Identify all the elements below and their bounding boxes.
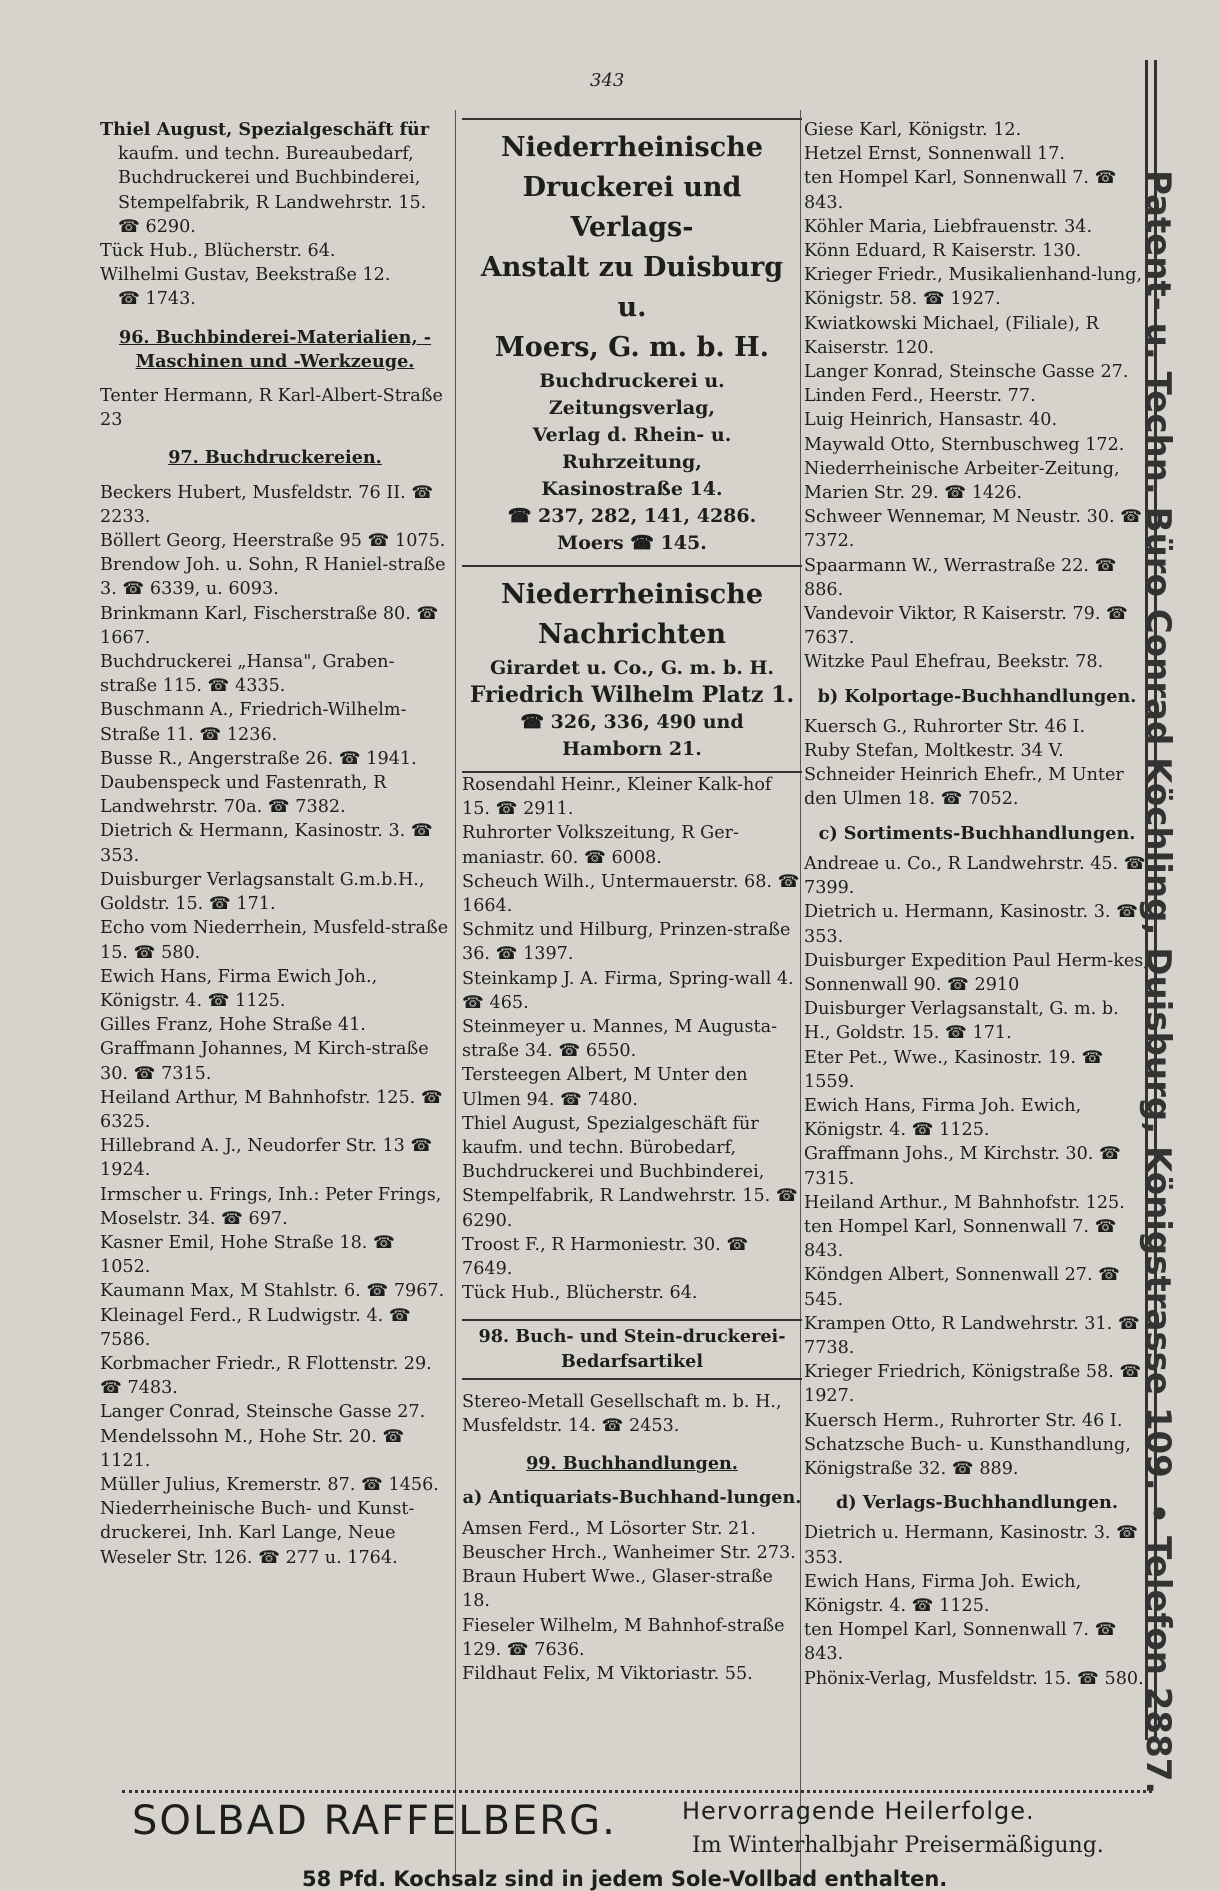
list-item: Buschmann A., Friedrich-Wilhelm-Straße 11. ☎ 1236. (100, 700, 407, 745)
list-item: Eter Pet., Wwe., Kasinostr. 19. ☎ 1559. (804, 1047, 1104, 1092)
list-item: Steinkamp J. A. Firma, Spring-wall 4. ☎ 465. (462, 968, 794, 1013)
list-item: Langer Konrad, Steinsche Gasse 27. (804, 362, 1129, 383)
list-item: Brendow Joh. u. Sohn, R Haniel-straße 3. ☎ 6339, u. 6093. (100, 555, 446, 600)
list-item: Schweer Wennemar, M Neustr. 30. ☎ 7372. (804, 507, 1143, 552)
list-item: Vandevoir Viktor, R Kaiserstr. 79. ☎ 7637. (804, 604, 1128, 649)
list-item: Ewich Hans, Firma Joh. Ewich, Königstr. 4. ☎ 1125. (804, 1095, 1082, 1141)
list-item: Hetzel Ernst, Sonnenwall 17. (804, 144, 1066, 165)
side-advert-text: Patent- u. Techn. Büro Conrad Köchling, Duisburg, Königstrasse 109. • Telefon 2887. (1138, 170, 1178, 1795)
list-item: Tück Hub., Blücherstr. 64. (462, 1283, 698, 1304)
list-item: Fildhaut Felix, M Viktoriastr. 55. (462, 1663, 753, 1684)
list-right-top (804, 118, 1150, 675)
advert-line-1: Hervorragende Heilerfolge. (682, 1797, 1035, 1825)
list-item: Kuersch Herm., Ruhrorter Str. 46 I. (804, 1410, 1123, 1431)
list-item: Maywald Otto, Sternbuschweg 172. (804, 434, 1125, 455)
list-item: Heiland Arthur., M Bahnhofstr. 125. (804, 1192, 1125, 1213)
list-item: Duisburger Expedition Paul Herm-kes, Sonnenwall 90. ☎ 2910 (804, 950, 1149, 995)
list-item: Tenter Hermann, R Karl-Albert-Straße 23 (100, 386, 443, 431)
list-item: Langer Conrad, Steinsche Gasse 27. (100, 1402, 426, 1423)
column-right (804, 118, 1150, 1691)
list-item: Dietrich & Hermann, Kasinostr. 3. ☎ 353. (100, 821, 433, 866)
list-item: Braun Hubert Wwe., Glaser-straße 18. (462, 1567, 773, 1612)
list-item: Ewich Hans, Firma Joh. Ewich, Königstr. 4. ☎ 1125. (804, 1571, 1082, 1616)
advert-box-druckerei: Niederrheinische Druckerei und Verlags- Anstalt zu Duisburg u. Moers, G. m. b. H. Buchdruckerei u. Zeitungsverlag, Verlag d. Rhein- u. Ruhrzeitung, Kasinostraße 14. ☎ 237, 282, 141, 4286. Moers ☎ 145. (462, 118, 802, 567)
list-item: Könn Eduard, R Kaiserstr. 130. (804, 241, 1082, 262)
list-item: Kleinagel Ferd., R Ludwigstr. 4. ☎ 7586. (100, 1305, 411, 1350)
list-item: Andreae u. Co., R Landwehrstr. 45. ☎ 7399. (804, 853, 1146, 899)
list-item: Brinkmann Karl, Fischerstraße 80. ☎ 1667. (100, 603, 439, 648)
list-item: Ruby Stefan, Moltkestr. 34 V. (804, 741, 1064, 762)
list-item: Stereo-Metall Gesellschaft m. b. H., Musfeldstr. 14. ☎ 2453. (462, 1391, 782, 1437)
list-item: Schneider Heinrich Ehefr., M Unter den Ulmen 18. ☎ 7052. (804, 765, 1124, 810)
list-item: Graffmann Johs., M Kirchstr. 30. ☎ 7315. (804, 1144, 1121, 1189)
list-item: Mendelssohn M., Hohe Str. 20. ☎ 1121. (100, 1426, 405, 1471)
subsection-heading-a: a) Antiquariats-Buchhand-lungen. (462, 1487, 802, 1509)
list-d (804, 1521, 1150, 1690)
list-item: Schatzsche Buch- u. Kunsthandlung, Königstraße 32. ☎ 889. (804, 1434, 1131, 1479)
list-b (804, 715, 1150, 812)
list-item: Dietrich u. Hermann, Kasinostr. 3. ☎ 353. (804, 1523, 1138, 1568)
list-item: ten Hompel Karl, Sonnenwall 7. ☎ 843. (804, 1216, 1117, 1262)
advert-bottom-line: 58 Pfd. Kochsalz sind in jedem Sole-Vollbad enthalten. (302, 1867, 948, 1891)
list-item: Wilhelmi Gustav, Beekstraße 12. ☎ 1743. (100, 265, 391, 310)
list-item: Köndgen Albert, Sonnenwall 27. ☎ 545. (804, 1265, 1121, 1310)
list-item: Tück Hub., Blücherstr. 64. (100, 241, 336, 262)
advert-line-2: Im Winterhalbjahr Preisermäßigung. (692, 1833, 1104, 1858)
list-item: Ewich Hans, Firma Ewich Joh., Königstr. 4. ☎ 1125. (100, 966, 378, 1011)
list-item: Steinmeyer u. Mannes, M Augusta-straße 34. ☎ 6550. (462, 1017, 778, 1062)
list-item: Daubenspeck und Fastenrath, R Landwehrstr. 70a. ☎ 7382. (100, 773, 387, 818)
list-item: Niederrheinische Arbeiter-Zeitung, Marien Str. 29. ☎ 1426. (804, 458, 1120, 504)
section-heading-97: 97. Buchdruckereien. (168, 447, 382, 469)
advert-box-nachrichten: Niederrheinische Nachrichten Girardet u. Co., G. m. b. H. Friedrich Wilhelm Platz 1. ☎ 326, 336, 490 und Hamborn 21. (462, 567, 802, 773)
list-item: ten Hompel Karl, Sonnenwall 7. ☎ 843. (804, 168, 1117, 213)
list-item: Amsen Ferd., M Lösorter Str. 21. (462, 1518, 757, 1539)
subsection-heading-d: d) Verlags-Buchhandlungen. (836, 1492, 1118, 1514)
list-item: Duisburger Verlagsanstalt, G. m. b. H., Goldstr. 15. ☎ 171. (804, 999, 1119, 1044)
list-item: Ruhrorter Volkszeitung, R Ger-maniastr. 60. ☎ 6008. (462, 823, 739, 868)
list-item: Krieger Friedrich, Königstraße 58. ☎ 1927. (804, 1362, 1142, 1407)
list-item: Krieger Friedr., Musikalienhand-lung, Königstr. 58. ☎ 1927. (804, 265, 1143, 310)
list-item: Heiland Arthur, M Bahnhofstr. 125. ☎ 6325. (100, 1087, 443, 1132)
list-item: Tersteegen Albert, M Unter den Ulmen 94. ☎ 7480. (462, 1065, 748, 1110)
list-item: Köhler Maria, Liebfrauenstr. 34. (804, 216, 1093, 237)
list-item: Thiel August, Spezialgeschäft für kaufm. und techn. Bureaubedarf, Buchdruckerei und Buchbinderei, Stempelfabrik, R Landwehrstr. 15. ☎ 6290. (100, 119, 430, 237)
list-item: Korbmacher Friedr., R Flottenstr. 29. ☎ 7483. (100, 1353, 432, 1399)
list-item: Kasner Emil, Hohe Straße 18. ☎ 1052. (100, 1232, 395, 1278)
list-item: Phönix-Verlag, Musfeldstr. 15. ☎ 580. (804, 1668, 1144, 1689)
list-middle (462, 773, 802, 1305)
list-item: Müller Julius, Kremerstr. 87. ☎ 1456. (100, 1474, 439, 1495)
list-c (804, 852, 1150, 1481)
list-item: Niederrheinische Buch- und Kunst-druckerei, Inh. Karl Lange, Neue Weseler Str. 126. ☎ 277 u. 1764. (100, 1499, 415, 1568)
list-item: Witzke Paul Ehefrau, Beekstr. 78. (804, 652, 1104, 673)
section-heading-99: 99. Buchhandlungen. (526, 1453, 738, 1475)
list-item: Troost F., R Harmoniestr. 30. ☎ 7649. (462, 1234, 749, 1280)
side-advert (1138, 170, 1208, 1795)
list-item: Schmitz und Hilburg, Prinzen-straße 36. ☎ 1397. (462, 920, 791, 965)
advert-name: SOLBAD RAFFELBERG. (132, 1798, 617, 1844)
list-item: Graffmann Johannes, M Kirch-straße 30. ☎ 7315. (100, 1039, 429, 1084)
subsection-heading-b: b) Kolportage-Buchhandlungen. (817, 685, 1137, 707)
column-middle (462, 118, 802, 1686)
list-97 (100, 481, 450, 1570)
list-item: Kwiatkowski Michael, (Filiale), R Kaiserstr. 120. (804, 313, 1099, 358)
section-heading-96: 96. Buchbinderei-Materialien, -Maschinen und -Werkzeuge. (118, 326, 432, 372)
column-divider (455, 110, 456, 1880)
list-a (462, 1517, 802, 1686)
list-item: Fieseler Wilhelm, M Bahnhof-straße 129. ☎ 7636. (462, 1615, 785, 1660)
list-item: Kuersch G., Ruhrorter Str. 46 I. (804, 716, 1086, 737)
list-item: Beuscher Hrch., Wanheimer Str. 273. (462, 1542, 796, 1563)
list-item: Hillebrand A. J., Neudorfer Str. 13 ☎ 1924. (100, 1136, 433, 1181)
list-item: Rosendahl Heinr., Kleiner Kalk-hof 15. ☎ 2911. (462, 775, 772, 820)
list-item: Linden Ferd., Heerstr. 77. (804, 386, 1036, 407)
subsection-heading-c: c) Sortiments-Buchhandlungen. (818, 822, 1136, 844)
list-item: Irmscher u. Frings, Inh.: Peter Frings, Moselstr. 34. ☎ 697. (100, 1184, 442, 1229)
list-item: Thiel August, Spezialgeschäft für kaufm. und techn. Bürobedarf, Buchdruckerei und Buchbinderei, Stempelfabrik, R Landwehrstr. 15. ☎ 6290. (462, 1113, 798, 1231)
bottom-advert (122, 1790, 1152, 1891)
list-item: Böllert Georg, Heerstraße 95 ☎ 1075. (100, 531, 446, 552)
list-item: Krampen Otto, R Landwehrstr. 31. ☎ 7738. (804, 1313, 1140, 1358)
list-item: Kaumann Max, M Stahlstr. 6. ☎ 7967. (100, 1281, 445, 1302)
list-item: ten Hompel Karl, Sonnenwall 7. ☎ 843. (804, 1620, 1117, 1665)
list-item: Duisburger Verlagsanstalt G.m.b.H., Goldstr. 15. ☎ 171. (100, 869, 425, 915)
column-left (100, 118, 450, 1570)
section-heading-98: 98. Buch- und Stein-druckerei-Bedarfsartikel (462, 1319, 802, 1379)
list-item: Buchdruckerei „Hansa", Graben-straße 115. ☎ 4335. (100, 652, 395, 697)
list-item: Dietrich u. Hermann, Kasinostr. 3. ☎ 353. (804, 902, 1138, 947)
list-item: Luig Heinrich, Hansastr. 40. (804, 410, 1058, 431)
list-item: Spaarmann W., Werrastraße 22. ☎ 886. (804, 555, 1117, 600)
list-item: Echo vom Niederrhein, Musfeld-straße 15. ☎ 580. (100, 918, 449, 963)
list-item: Scheuch Wilh., Untermauerstr. 68. ☎ 1664. (462, 871, 800, 917)
list-item: Busse R., Angerstraße 26. ☎ 1941. (100, 748, 417, 769)
list-item: Beckers Hubert, Musfeldstr. 76 II. ☎ 2233. (100, 482, 434, 527)
list-item: Gilles Franz, Hohe Straße 41. (100, 1015, 366, 1036)
list-item: Giese Karl, Königstr. 12. (804, 120, 1022, 140)
page-number: 343 (590, 70, 625, 91)
